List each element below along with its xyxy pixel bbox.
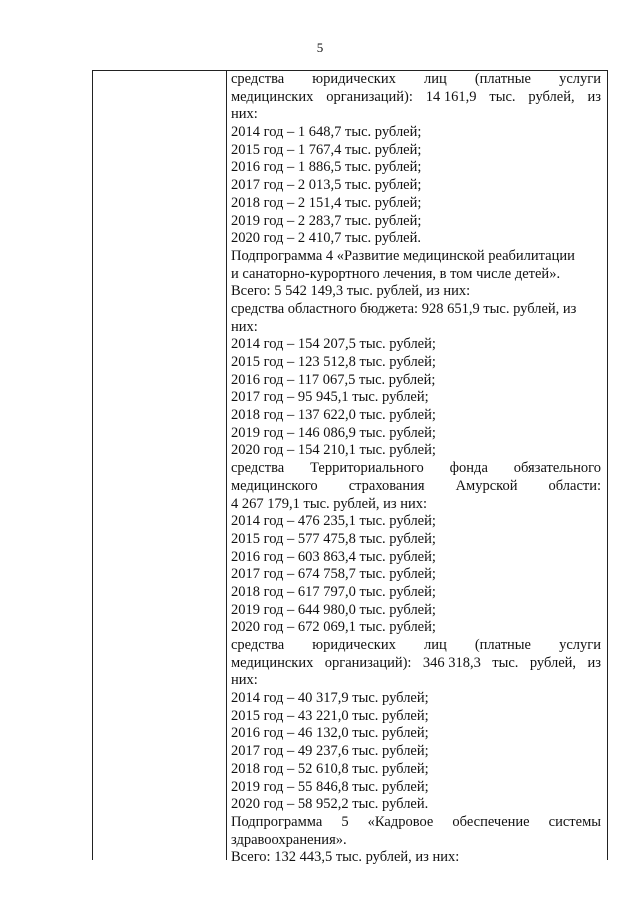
text-word: обеспечение: [452, 813, 530, 830]
text-line: 2016 год – 1 886,5 тыс. рублей;: [231, 159, 422, 176]
text-line: здравоохранения».: [231, 831, 347, 848]
text-line: 2016 год – 117 067,5 тыс. рублей;: [231, 371, 436, 388]
text-line: [231, 814, 601, 832]
text-word: 14 161,9: [425, 88, 477, 105]
text-line: 2019 год – 2 283,7 тыс. рублей;: [231, 212, 422, 229]
text-word: юридических: [312, 71, 396, 87]
page-number: 5: [316, 40, 324, 55]
text-line: [231, 478, 601, 496]
text-line: [231, 655, 601, 673]
text-word: из: [587, 654, 601, 671]
text-line: 2020 год – 672 069,1 тыс. рублей;: [231, 619, 436, 636]
text-word: Амурской: [455, 477, 518, 494]
text-word: медицинского: [231, 477, 318, 494]
text-word: (платные: [474, 637, 531, 653]
text-line: 2014 год – 476 235,1 тыс. рублей;: [231, 513, 436, 530]
text-word: Подпрограмма: [231, 813, 323, 830]
text-line: 2018 год – 617 797,0 тыс. рублей;: [231, 583, 436, 600]
text-word: (платные: [474, 71, 531, 87]
text-line: Подпрограмма 4 «Развитие медицинской реабилитации: [231, 247, 575, 264]
text-line: Всего: 132 443,5 тыс. рублей, из них:: [231, 849, 460, 866]
text-line: 2018 год – 2 151,4 тыс. рублей;: [231, 194, 422, 211]
text-word: услуги: [559, 637, 601, 653]
text-word: системы: [548, 813, 601, 830]
text-word: юридических: [312, 637, 396, 653]
text-line: 2017 год – 95 945,1 тыс. рублей;: [231, 389, 429, 406]
text-line: 2015 год – 123 512,8 тыс. рублей;: [231, 354, 436, 370]
text-line: 2017 год – 49 237,6 тыс. рублей;: [231, 743, 429, 760]
text-word: из: [587, 88, 601, 105]
text-word: лиц: [423, 637, 447, 653]
text-line: 2015 год – 1 767,4 тыс. рублей;: [231, 141, 422, 158]
text-word: средства: [231, 637, 285, 653]
text-line: 2017 год – 2 013,5 тыс. рублей;: [231, 177, 422, 194]
text-word: средства: [231, 71, 285, 87]
text-word: тыс.: [492, 654, 519, 671]
text-word: услуги: [559, 71, 601, 87]
text-line: 2020 год – 154 210,1 тыс. рублей;: [231, 442, 436, 459]
table-column-divider: [226, 70, 227, 860]
text-line: 2016 год – 603 863,4 тыс. рублей;: [231, 548, 436, 565]
text-line: 2014 год – 154 207,5 тыс. рублей;: [231, 336, 436, 353]
text-line: [231, 71, 601, 89]
text-line: 2020 год – 2 410,7 тыс. рублей.: [231, 230, 422, 247]
text-word: страхования: [348, 477, 425, 494]
text-word: медицинских: [231, 88, 314, 105]
text-line: 4 267 179,1 тыс. рублей, из них:: [231, 495, 427, 512]
text-line: 2014 год – 40 317,9 тыс. рублей;: [231, 690, 429, 707]
text-word: рублей,: [528, 88, 575, 105]
text-line: 2014 год – 1 648,7 тыс. рублей;: [231, 124, 422, 141]
text-line: [231, 637, 601, 655]
text-word: «Кадровое: [367, 813, 434, 830]
text-word: Территориального: [310, 460, 424, 477]
text-line: 2015 год – 577 475,8 тыс. рублей;: [231, 530, 436, 547]
text-line: 2019 год – 55 846,8 тыс. рублей;: [231, 778, 429, 795]
text-line: 2018 год – 52 610,8 тыс. рублей;: [231, 760, 429, 777]
text-line: 2016 год – 46 132,0 тыс. рублей;: [231, 725, 429, 742]
text-line: 2020 год – 58 952,2 тыс. рублей.: [231, 796, 429, 813]
text-line: них:: [231, 106, 258, 123]
text-word: медицинских: [231, 654, 314, 671]
text-line: Всего: 5 542 149,3 тыс. рублей, из них:: [231, 283, 471, 300]
text-line: 2019 год – 146 086,9 тыс. рублей;: [231, 424, 436, 441]
text-line: [231, 89, 601, 107]
text-line: и санаторно-курортного лечения, в том числе детей».: [231, 265, 561, 282]
text-line: 2017 год – 674 758,7 тыс. рублей;: [231, 566, 436, 583]
text-line: них:: [231, 318, 258, 335]
text-word: средства: [231, 460, 285, 477]
text-line: 2018 год – 137 622,0 тыс. рублей;: [231, 407, 436, 424]
text-line: средства областного бюджета: 928 651,9 тыс. рублей, из: [231, 300, 577, 317]
text-word: тыс.: [489, 88, 516, 105]
text-line: [231, 460, 601, 478]
text-word: 5: [341, 813, 349, 830]
text-word: обязательного: [513, 460, 601, 477]
text-line: них:: [231, 672, 258, 689]
text-word: организаций):: [324, 654, 412, 671]
financing-text-cell: [231, 71, 601, 867]
text-word: рублей,: [529, 654, 577, 671]
text-word: лиц: [423, 71, 447, 87]
text-line: 2015 год – 43 221,0 тыс. рублей;: [231, 707, 429, 724]
text-line: 2019 год – 644 980,0 тыс. рублей;: [231, 601, 436, 618]
text-word: области:: [548, 477, 601, 494]
text-word: 346 318,3: [422, 654, 481, 671]
text-word: фонда: [449, 460, 488, 477]
text-word: организаций):: [326, 88, 413, 105]
